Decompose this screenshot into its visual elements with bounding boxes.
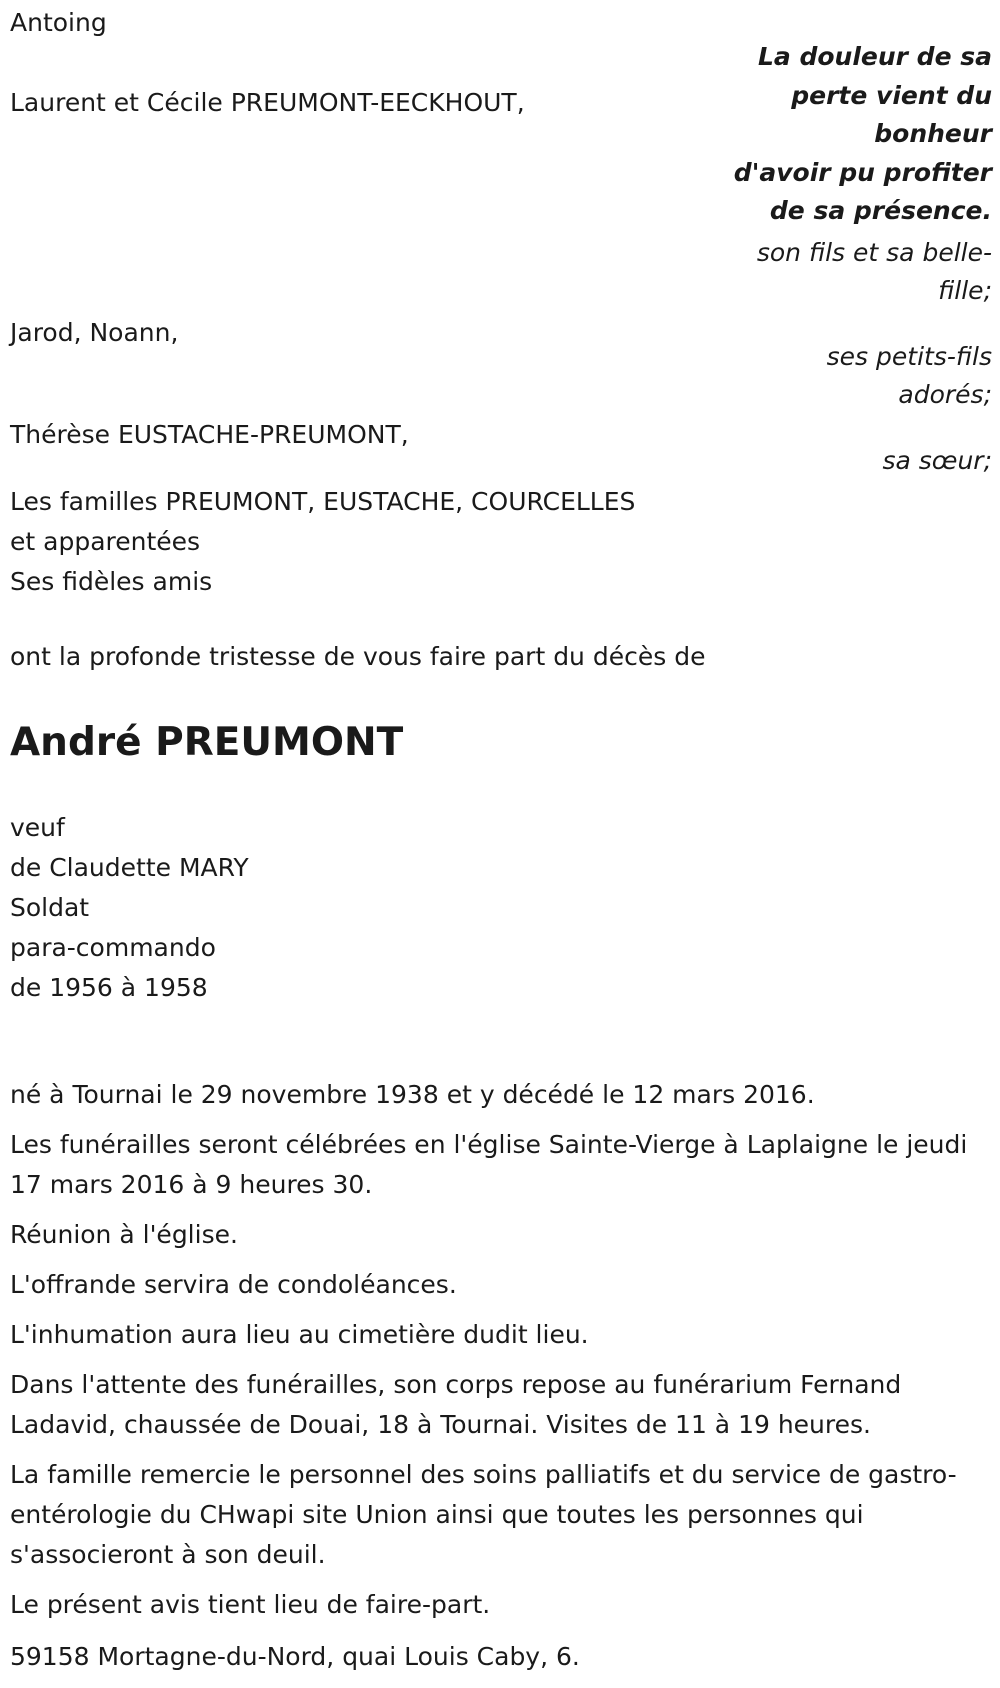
- family-member-relation: [732, 442, 992, 480]
- birth-death-paragraph: né à Tournai le 29 novembre 1938 et y décédé le 12 mars 2016.: [10, 1080, 815, 1109]
- relation-line: adorés;: [898, 380, 992, 409]
- meeting-paragraph: Réunion à l'église.: [10, 1220, 238, 1249]
- families-line: Ses fidèles amis: [10, 567, 213, 596]
- family-member-name: Jarod, Noann,: [10, 318, 179, 347]
- relation-line: fille;: [938, 276, 992, 305]
- families-block: [10, 482, 635, 602]
- quote-line: La douleur de sa: [757, 42, 992, 71]
- quote-line: de sa présence.: [769, 196, 992, 225]
- deceased-name: André PREUMONT: [10, 720, 404, 765]
- relation-line: ses petits-fils: [826, 342, 992, 371]
- family-member-name: Laurent et Cécile PREUMONT-EECKHOUT,: [10, 88, 525, 117]
- memorial-quote: [712, 38, 992, 231]
- family-member-relation: [732, 234, 992, 310]
- families-line: et apparentées: [10, 527, 201, 556]
- detail-line: para-commando: [10, 933, 216, 962]
- quote-line: perte vient du: [791, 80, 992, 110]
- notice-paragraph: Le présent avis tient lieu de faire-part.: [10, 1590, 491, 1619]
- deceased-details: [10, 808, 249, 1008]
- funerarium-paragraph: Dans l'attente des funérailles, son corps repose au funérarium Fernand Ladavid, chaussée de Douai, 18 à Tournai. Visites de 11 à 19 heures.: [10, 1370, 902, 1439]
- quote-line: bonheur: [874, 119, 992, 148]
- address: 59158 Mortagne-du-Nord, quai Louis Caby, 6.: [10, 1642, 580, 1671]
- detail-line: veuf: [10, 813, 65, 842]
- relation-line: sa sœur;: [882, 446, 992, 475]
- funeral-paragraph: Les funérailles seront célébrées en l'église Sainte-Vierge à Laplaigne le jeudi 17 mars 2016 à 9 heures 30.: [10, 1130, 968, 1199]
- detail-line: Soldat: [10, 893, 90, 922]
- relation-line: son fils et sa belle-: [756, 238, 992, 267]
- location: Antoing: [10, 8, 107, 37]
- burial-paragraph: L'inhumation aura lieu au cimetière dudit lieu.: [10, 1320, 589, 1349]
- quote-line: d'avoir pu profiter: [733, 157, 992, 187]
- offering-paragraph: L'offrande servira de condoléances.: [10, 1270, 457, 1299]
- detail-line: de Claudette MARY: [10, 853, 249, 882]
- detail-line: de 1956 à 1958: [10, 973, 208, 1002]
- families-line: Les familles PREUMONT, EUSTACHE, COURCELLES: [10, 487, 636, 516]
- family-member-name: Thérèse EUSTACHE-PREUMONT,: [10, 420, 409, 449]
- family-member-relation: [732, 338, 992, 414]
- announcement: ont la profonde tristesse de vous faire part du décès de: [10, 642, 706, 671]
- thanks-paragraph: La famille remercie le personnel des soins palliatifs et du service de gastro-entérologie du CHwapi site Union ainsi que toutes les personnes qui s'associeront à son deuil.: [10, 1460, 957, 1569]
